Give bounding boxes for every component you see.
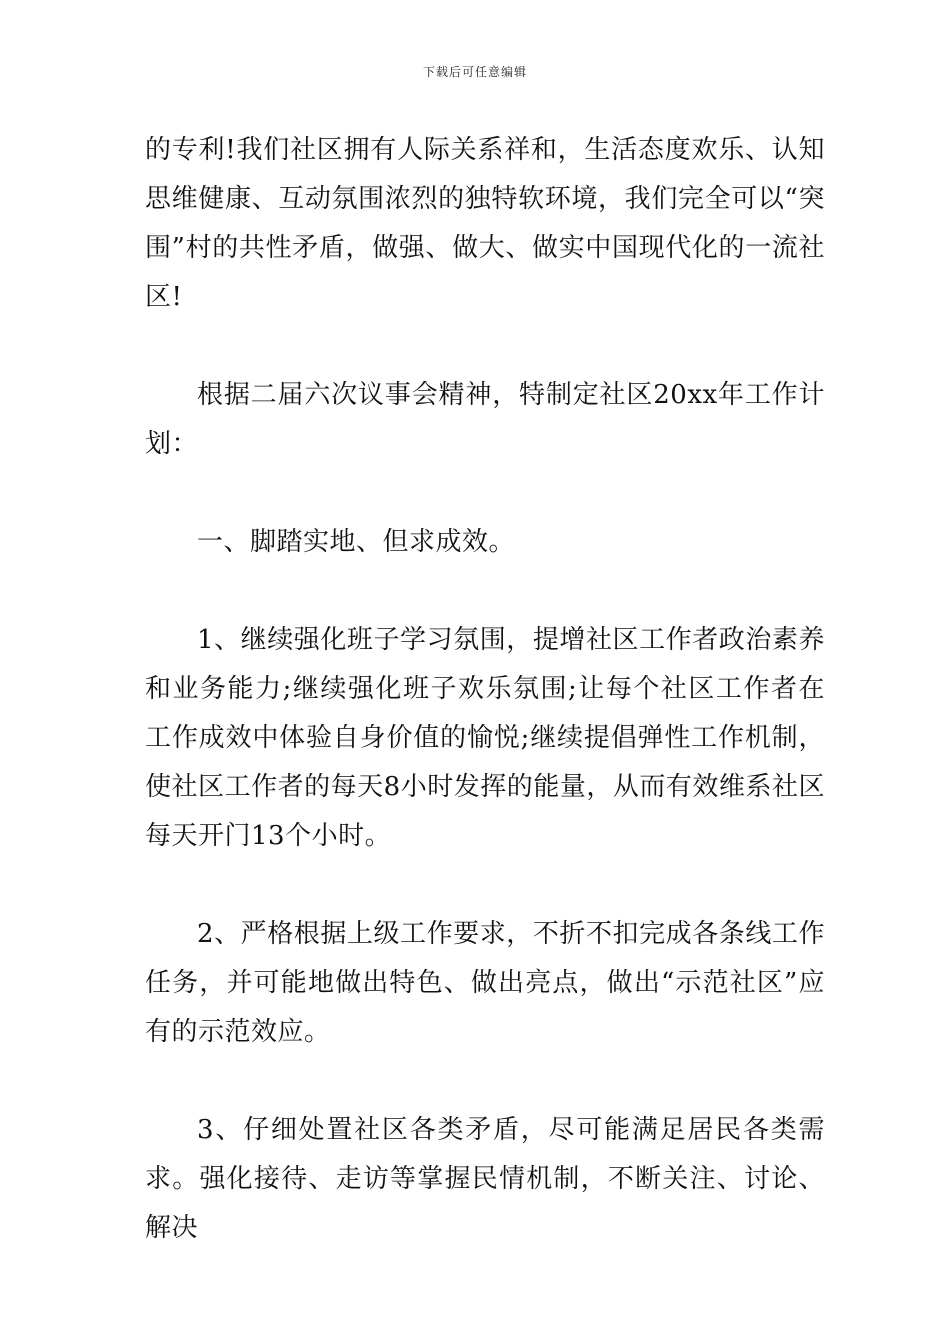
paragraph-item-1: 1、继续强化班子学习氛围，提增社区工作者政治素养和业务能力;继续强化班子欢乐氛围;让每个社区工作者在工作成效中体验自身价值的愉悦;继续提倡弹性工作机制，使社区工作者的每天8小时发挥的能量，从而有效维系社区每天开门13个小时。 [145, 625, 825, 851]
paragraph-continuation: 的专利!我们社区拥有人际关系祥和，生活态度欢乐、认知思维健康、互动氛围浓烈的独特软环境，我们完全可以“突围”村的共性矛盾，做强、做大、做实中国现代化的一流社区! [145, 135, 825, 312]
paragraph-item-2: 2、严格根据上级工作要求，不折不扣完成各条线工作任务，并可能地做出特色、做出亮点，做出“示范社区”应有的示范效应。 [145, 919, 825, 1047]
document-body [145, 126, 825, 1253]
page-header: 下载后可任意编辑 [422, 65, 527, 79]
paragraph-item-3: 3、仔细处置社区各类矛盾，尽可能满足居民各类需求。强化接待、走访等掌握民情机制，不断关注、讨论、解决 [145, 1115, 825, 1243]
paragraph-plan-intro: 根据二届六次议事会精神，特制定社区20xx年工作计划： [145, 380, 825, 459]
section-heading-1: 一、脚踏实地、但求成效。 [197, 527, 516, 557]
